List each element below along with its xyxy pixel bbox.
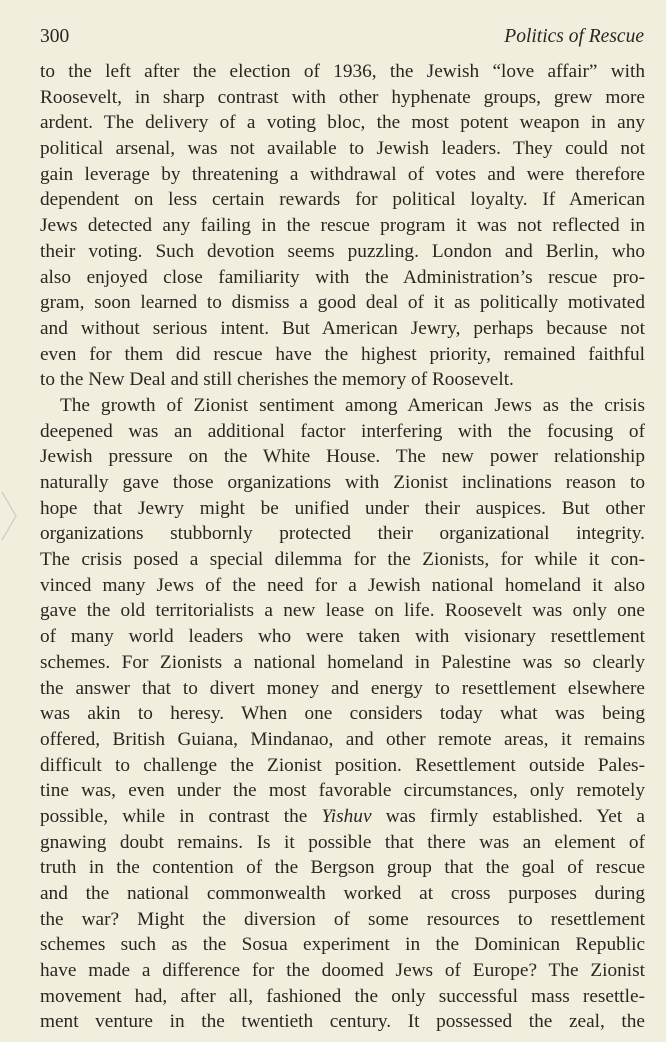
text-line: was akin to heresy. When one considers today what was being xyxy=(40,703,645,725)
text-line: deepened was an additional factor interfering with the focusing of xyxy=(40,420,645,442)
text-line: of many world leaders who were taken with visionary resettlement xyxy=(40,626,645,648)
body-text xyxy=(40,59,645,1035)
text-line: ment venture in the twentieth century. It possessed the zeal, the xyxy=(40,1011,645,1033)
text-line: organizations stubbornly protected their organizational integrity. xyxy=(40,523,645,545)
text-line: tine was, even under the most favorable circumstances, only remotely xyxy=(40,780,645,802)
text-line: have made a difference for the doomed Jews of Europe? The Zionist xyxy=(40,960,645,982)
text-line: even for them did rescue have the highest priority, remained faithful xyxy=(40,343,645,365)
text-segment: was firmly established. Yet a xyxy=(371,805,645,827)
text-line: and the national commonwealth worked at cross purposes during xyxy=(40,883,645,904)
text-line: also enjoyed close familiarity with the Administration’s rescue pro- xyxy=(40,266,645,288)
margin-pencil-mark xyxy=(0,486,20,546)
text-line: gave the old territorialists a new lease on life. Roosevelt was only one xyxy=(40,600,645,622)
text-line: The crisis posed a special dilemma for the Zionists, for while it con- xyxy=(40,549,645,571)
text-line: vinced many Jews of the need for a Jewish national homeland it also xyxy=(40,574,645,596)
text-line: schemes. For Zionists a national homeland in Palestine was so clearly xyxy=(40,651,645,673)
text-line: political arsenal, was not available to Jewish leaders. They could not xyxy=(40,138,645,160)
text-line: movement had, after all, fashioned the only successful mass resettle- xyxy=(40,985,645,1007)
text-line: Roosevelt, in sharp contrast with other hyphenate groups, grew more xyxy=(40,86,645,108)
text-line: ardent. The delivery of a voting bloc, the most potent weapon in any xyxy=(40,112,645,134)
text-line: and without serious intent. But American Jewry, perhaps because not xyxy=(40,317,645,339)
italic-term: Yishuv xyxy=(321,805,372,827)
text-line: schemes such as the Sosua experiment in the Dominican Republic xyxy=(40,934,645,956)
text-line: their voting. Such devotion seems puzzling. London and Berlin, who xyxy=(40,240,645,262)
text-segment: possible, while in contrast the xyxy=(40,805,322,827)
text-line: naturally gave those organizations with Zionist inclinations reason to xyxy=(40,472,645,493)
text-line: Jews detected any failing in the rescue program it was not reflected in xyxy=(40,215,645,237)
text-line: gram, soon learned to dismiss a good deal of it as politically motivated xyxy=(40,292,645,314)
text-line: gnawing doubt remains. Is it possible that there was an element of xyxy=(40,831,645,853)
text-line: the answer that to divert money and energy to resettlement elsewhere xyxy=(40,677,645,699)
paragraph-end-line: to the New Deal and still cherishes the memory of Roosevelt. xyxy=(40,369,514,391)
page-number: 300 xyxy=(40,26,70,47)
text-line: Jewish pressure on the White House. The new power relationship xyxy=(40,446,645,468)
text-line: to the left after the election of 1936, the Jewish “love affair” with xyxy=(40,61,645,82)
text-line: offered, British Guiana, Mindanao, and other remote areas, it remains xyxy=(40,728,645,750)
text-line: dependent on less certain rewards for political loyalty. If American xyxy=(40,189,645,211)
text-line: gain leverage by threatening a withdrawal of votes and were therefore xyxy=(40,163,645,185)
text-line-with-italic xyxy=(40,804,645,830)
running-head xyxy=(40,26,644,50)
running-title: Politics of Rescue xyxy=(504,26,644,47)
paragraph-first-line: The growth of Zionist sentiment among American Jews as the crisis xyxy=(60,394,645,416)
text-line: hope that Jewry might be unified under their auspices. But other xyxy=(40,497,645,519)
text-line: the war? Might the diversion of some resources to resettlement xyxy=(40,908,645,930)
text-line: difficult to challenge the Zionist position. Resettlement outside Pales- xyxy=(40,754,645,776)
text-line: truth in the contention of the Bergson group that the goal of rescue xyxy=(40,857,645,879)
